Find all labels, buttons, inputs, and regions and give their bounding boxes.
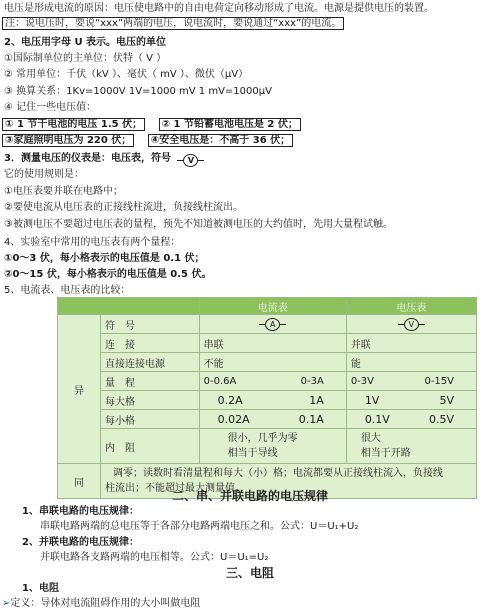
cell-voltmeter-small1: 0.1V [364,412,390,426]
cell-voltmeter-resistance-note: 相当于开路 [360,448,411,459]
row-label: 量 程 [101,372,200,391]
voltage-value-1: ① 1 节干电池的电压 1.5 伏； [2,118,145,131]
parallel-rule-title: 2、并联电路的电压规律： [22,537,139,548]
sec2-line3: ③ 换算关系：1Kv=1000V 1V=1000 mV 1 mV=1000μV [4,86,272,97]
diff-label: 异 [58,315,101,464]
series-rule-text: 串联电路两端的总电压等于各部分电路两端电压之和。公式：U＝U₁+U₂ [40,521,359,532]
row-label: 连 接 [101,334,200,353]
sec4-title: 4、实验室中常用的电压表有两个量程： [4,237,181,248]
cell-ammeter-range1: 0-0.6A [203,375,237,387]
cell-ammeter-big1: 0.2A [217,393,243,407]
cell-ammeter: 不能 [199,353,346,372]
sec3-rule2: ②要使电流从电压表的正接线柱流进，负接线柱流出。 [4,202,243,213]
table-row [58,391,477,410]
part3-title: 三、电阻 [225,566,274,580]
voltage-value-4: ④安全电压是：不高于 36 伏； [148,134,293,147]
table-row [58,372,477,391]
table-row [58,429,477,464]
row-label: 符 号 [101,315,200,334]
arrow-bullet-icon: ➢ [2,598,11,609]
cell-ammeter-big2: 1A [309,393,324,407]
header-ammeter: 电流表 [199,298,346,315]
voltage-value-2: ② 1 节铅蓄电池电压是 2 伏； [159,118,301,131]
row-label: 直接连接电源 [101,353,200,372]
cell-voltmeter-range2: 0-15V [424,375,454,387]
sec2-line2: ② 常用单位：千伏（kV ）、毫伏（ mV ）、微伏（μV） [4,69,249,80]
sec3-intro: 它的使用规则是： [4,169,84,180]
sec2-title: 2、电压用字母 U 表示。电压的单位 [4,37,167,48]
table-header-row [58,298,477,315]
intro-line: 电压是形成电流的原因：电压使电路中的自由电荷定向移动形成了电流。电源是提供电压的装置。 [4,3,434,14]
cell-voltmeter-small2: 0.5V [428,412,454,426]
cell-ammeter-small2: 0.1A [298,412,324,426]
cell-ammeter-small1: 0.02A [217,412,250,426]
cell-ammeter-range2: 0-3A [300,375,324,387]
ammeter-symbol-icon: A [265,318,280,331]
same-label: 同 [58,464,101,499]
sec4-range1: ①0～3 伏，每小格表示的电压值是 0.1 伏； [4,253,205,264]
resistance-title: 1、电阻 [22,583,59,594]
voltage-value-3: ③家庭照明电压为 220 伏； [2,134,134,147]
cell-voltmeter-range1: 0-3V [350,375,374,387]
header-voltmeter: 电压表 [346,298,476,315]
cell-ammeter-resistance: 很小，几乎为零 [227,433,298,444]
sec4-range2: ②0～15 伏，每小格表示的电压值是 0.5 伏。 [4,269,212,280]
sec3-title: 3．测量电压的仪表是：电压表，符号 [4,153,171,164]
note-box: 注：说电压时，要说“xxx”两端的电压，说电流时，要说通过“xxx”的电流。 [2,17,344,30]
comparison-table [57,297,477,499]
same-text-1: 调零；读数时看清量程和每大（小）格；电流都要从正接线柱流入，负接线 [113,468,443,479]
row-label: 每大格 [101,391,200,410]
parallel-rule-text: 并联电路各支路两端的电压相等。公式：U＝U₁=U₂ [40,552,269,563]
row-label: 每小格 [101,410,200,429]
voltmeter-symbol-icon: V [404,318,419,331]
cell-voltmeter-big2: 5V [439,393,454,407]
cell-ammeter: 串联 [199,334,346,353]
table-row [58,410,477,429]
sec3-rule1: ①电压表要并联在电路中； [4,186,123,197]
sec2-line4: ④ 记住一些电压值： [4,102,97,113]
cell-voltmeter: 能 [346,353,476,372]
cell-voltmeter-big1: 1V [364,393,380,407]
sec2-line1: ①国际制单位的主单位：伏特（ V ） [4,53,167,64]
series-rule-title: 1、串联电路的电压规律： [22,506,139,517]
cell-voltmeter-resistance: 很大 [360,433,381,444]
sec5-title: 5、电流表、电压表的比较： [4,285,131,296]
resistance-definition: 定义：导体对电流阻碍作用的大小叫做电阻 [10,598,201,609]
table-row [58,334,477,353]
sec3-rule3: ③被测电压不要超过电压表的量程，预先不知道被测电压的大约值时，先用大量程试触。 [4,219,393,230]
row-label: 内 阻 [101,429,200,464]
same-text-2: 柱流出；不能超过最大测量值。 [105,483,245,494]
cell-voltmeter: 并联 [346,334,476,353]
table-row [58,353,477,372]
voltmeter-symbol-icon: V [183,154,198,167]
cell-ammeter-resistance-note: 相当于导线 [227,448,278,459]
table-row [58,315,477,334]
part2-title: 二、串、并联电路的电压规律 [171,489,328,503]
